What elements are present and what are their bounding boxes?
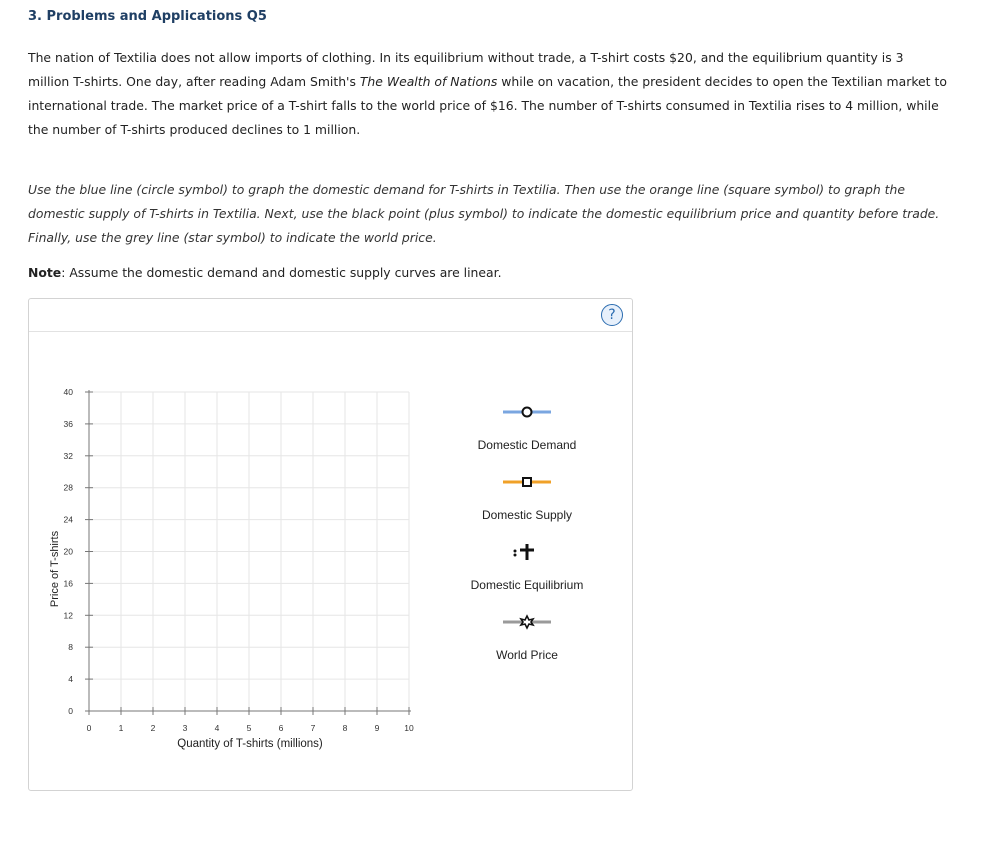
instructions: Use the blue line (circle symbol) to graph the domestic demand for T-shirts in Textilia. Then use the orange line (square symbol) to graph the domestic supply of T-shirts in Textilia. Next, use the black point (plus symbol) to indicate the domestic equilibrium price and quantity before trade. Finally, use the grey line (star symbol) to indicate the world price. — [28, 182, 940, 245]
supply-line-square-icon[interactable] — [452, 473, 602, 493]
x-tick-label: 8 — [342, 723, 348, 733]
note — [28, 265, 502, 280]
demand-legend-label: Domestic Demand — [477, 438, 577, 452]
question-title: 3. Problems and Applications Q5 — [28, 9, 267, 24]
supply-tool[interactable] — [452, 473, 602, 522]
note-label: Note — [28, 265, 62, 280]
book-title: The Wealth of Nations — [359, 74, 498, 89]
x-tick-label: 0 — [86, 723, 92, 733]
x-tick-label: 3 — [182, 723, 188, 733]
y-tick-label: 20 — [63, 546, 73, 557]
world-price-legend-label: World Price — [496, 648, 558, 662]
x-tick-label: 9 — [374, 723, 380, 733]
supply-legend-label: Domestic Supply — [481, 508, 573, 522]
help-icon[interactable]: ? — [601, 304, 623, 326]
equilibrium-tool[interactable] — [452, 543, 602, 592]
y-tick-label: 24 — [63, 514, 73, 525]
demand-tool[interactable] — [452, 403, 602, 452]
graph-panel — [28, 298, 633, 791]
world-price-tool[interactable] — [452, 613, 602, 662]
equilibrium-plus-icon[interactable] — [452, 543, 602, 563]
y-tick-label: 12 — [63, 610, 73, 621]
y-tick-label: 0 — [68, 706, 73, 716]
y-tick-label: 40 — [63, 387, 73, 397]
note-text: : Assume the domestic demand and domestic supply curves are linear. — [61, 265, 502, 280]
y-tick-label: 36 — [63, 418, 73, 429]
x-tick-label: 1 — [118, 723, 124, 733]
x-tick-label: 7 — [310, 723, 316, 733]
y-tick-label: 4 — [68, 674, 73, 685]
x-tick-label: 6 — [278, 723, 284, 733]
x-axis-label: Quantity of T-shirts (millions) — [177, 738, 323, 750]
x-tick-label: 2 — [150, 723, 156, 733]
y-tick-label: 32 — [63, 450, 73, 461]
y-tick-label: 16 — [63, 578, 73, 589]
y-axis-label: Price of T-shirts — [49, 530, 61, 608]
y-tick-label: 8 — [68, 642, 73, 653]
world-price-line-star-icon[interactable] — [452, 613, 602, 633]
demand-line-circle-icon[interactable] — [452, 403, 602, 423]
y-tick-label: 28 — [63, 482, 73, 493]
x-tick-label: 10 — [404, 723, 414, 733]
x-tick-label: 5 — [246, 723, 252, 733]
equilibrium-legend-label: Domestic Equilibrium — [470, 578, 584, 592]
graph-area[interactable] — [29, 299, 429, 739]
problem-statement: The nation of Textilia does not allow imports of clothing. In its equilibrium without trade, a T-shirt costs $20, and the equilibrium quantity is 3 million T-shirts. One day, after reading Adam Smith's The Wealth of Nations while on vacation, the president decides to open the Textilian market to international trade. The market price of a T-shirt falls to the world price of $16. The number of T-shirts consumed in Textilia rises to 4 million, while the number of T-shirts produced declines to 1 million. — [28, 50, 947, 137]
x-tick-label: 4 — [214, 723, 220, 733]
